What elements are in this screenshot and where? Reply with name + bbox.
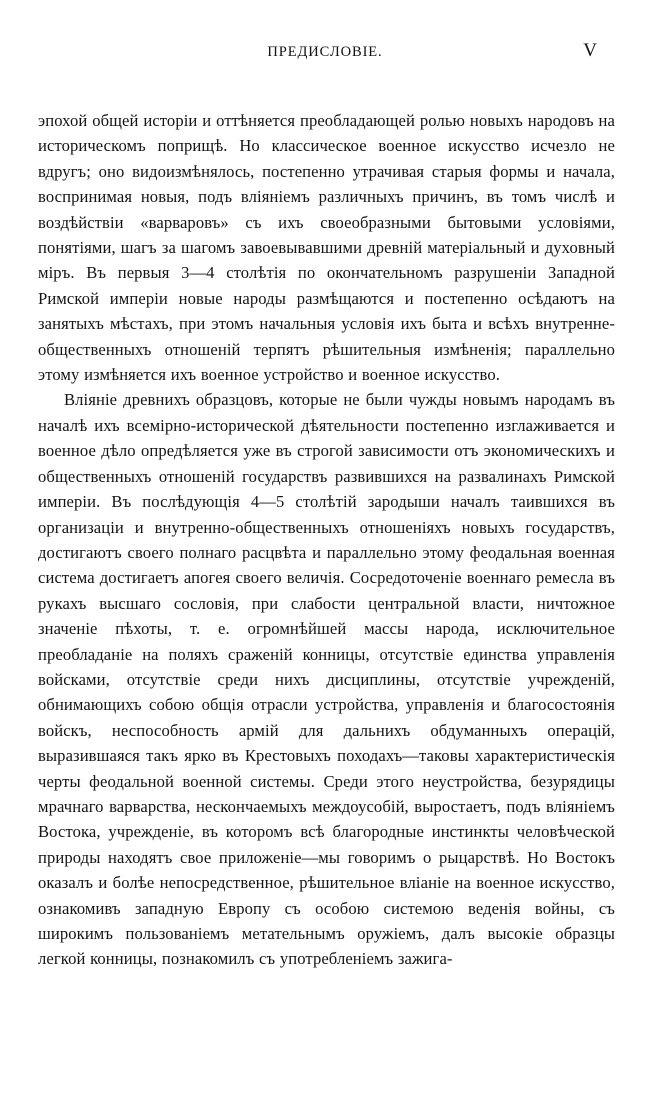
body-text [38,108,615,972]
running-head: ПРЕДИСЛОВІЕ. [267,44,383,60]
paragraph: эпохой общей исторіи и оттѣняется преобладающей ролью новыхъ народовъ на историческомъ поприщѣ. Но классическое военное искусство исчезло не вдругъ; оно видоизмѣнялось, постепенно утрачивая старыя формы и начала, воспринимая новыя, подъ вліяніемъ различныхъ причинъ, въ томъ числѣ и воздѣйствіи «варваровъ» съ ихъ своеобразными бытовыми условіями, понятіями, шагъ за шагомъ завоевывавшими древній матеріальный и духовный міръ. Въ первыя 3—4 столѣтія по окончательномъ разрушеніи Западной Римской имперіи новые народы размѣщаются и постепенно осѣдаютъ на занятыхъ мѣстахъ, при этомъ начальныя условія ихъ быта и всѣхъ внутренне-общественныхъ отношеній терпятъ рѣшительныя измѣненія; параллельно этому измѣняется ихъ военное устройство и военное искусство. [38,111,615,385]
page-number: V [583,40,597,61]
paragraph: Вліяніе древнихъ образцовъ, которые не были чужды новымъ народамъ въ началѣ ихъ всемірно-исторической дѣятельности постепенно изглаживается и военное дѣло опредѣляется уже въ строгой зависимости отъ экономическихъ и общественныхъ отношеній государствъ развившихся на развалинахъ Римской имперіи. Въ послѣдующія 4—5 столѣтій зародыши началъ таившихся въ организаціи и внутренно-общественныхъ отношеніяхъ новыхъ государствъ, достигаютъ своего полнаго расцвѣта и параллельно этому феодальная военная система достигаетъ апогея своего величія. Сосредоточеніе военнаго ремесла въ рукахъ высшаго сословія, при слабости центральной власти, ничтожное значеніе пѣхоты, т. е. огромнѣйшей массы народа, исключительное преобладаніе на поляхъ сраженій конницы, отсутствіе единства управленія войсками, отсутствіе среди нихъ дисциплины, отсутствіе учрежденій, обнимающихъ собою общія отрасли устройства, управленія и благосостоянія войскъ, неспособность армій для дальнихъ обдуманныхъ операцій, выразившаяся такъ ярко въ Крестовыхъ походахъ—таковы характеристическія черты феодальной военной системы. Среди этого неустройства, безурядицы мрачнаго варварства, нескончаемыхъ междоусобій, выростаетъ, подъ вліяніемъ Востока, учрежденіе, въ которомъ всѣ благородные инстинкты человѣческой природы находятъ свое приложеніе—мы говоримъ о рыцарствѣ. Но Востокъ оказалъ и болѣе непосредственное, рѣшительное вліаніе на военное искусство, ознакомивъ западную Европу съ особою системою веденія войны, съ широкимъ пользованіемъ метательнымъ оружіемъ, далъ высокіе образцы легкой конницы, познакомилъ съ употребленіемъ зажига- [38,390,615,969]
page-header [0,40,650,68]
